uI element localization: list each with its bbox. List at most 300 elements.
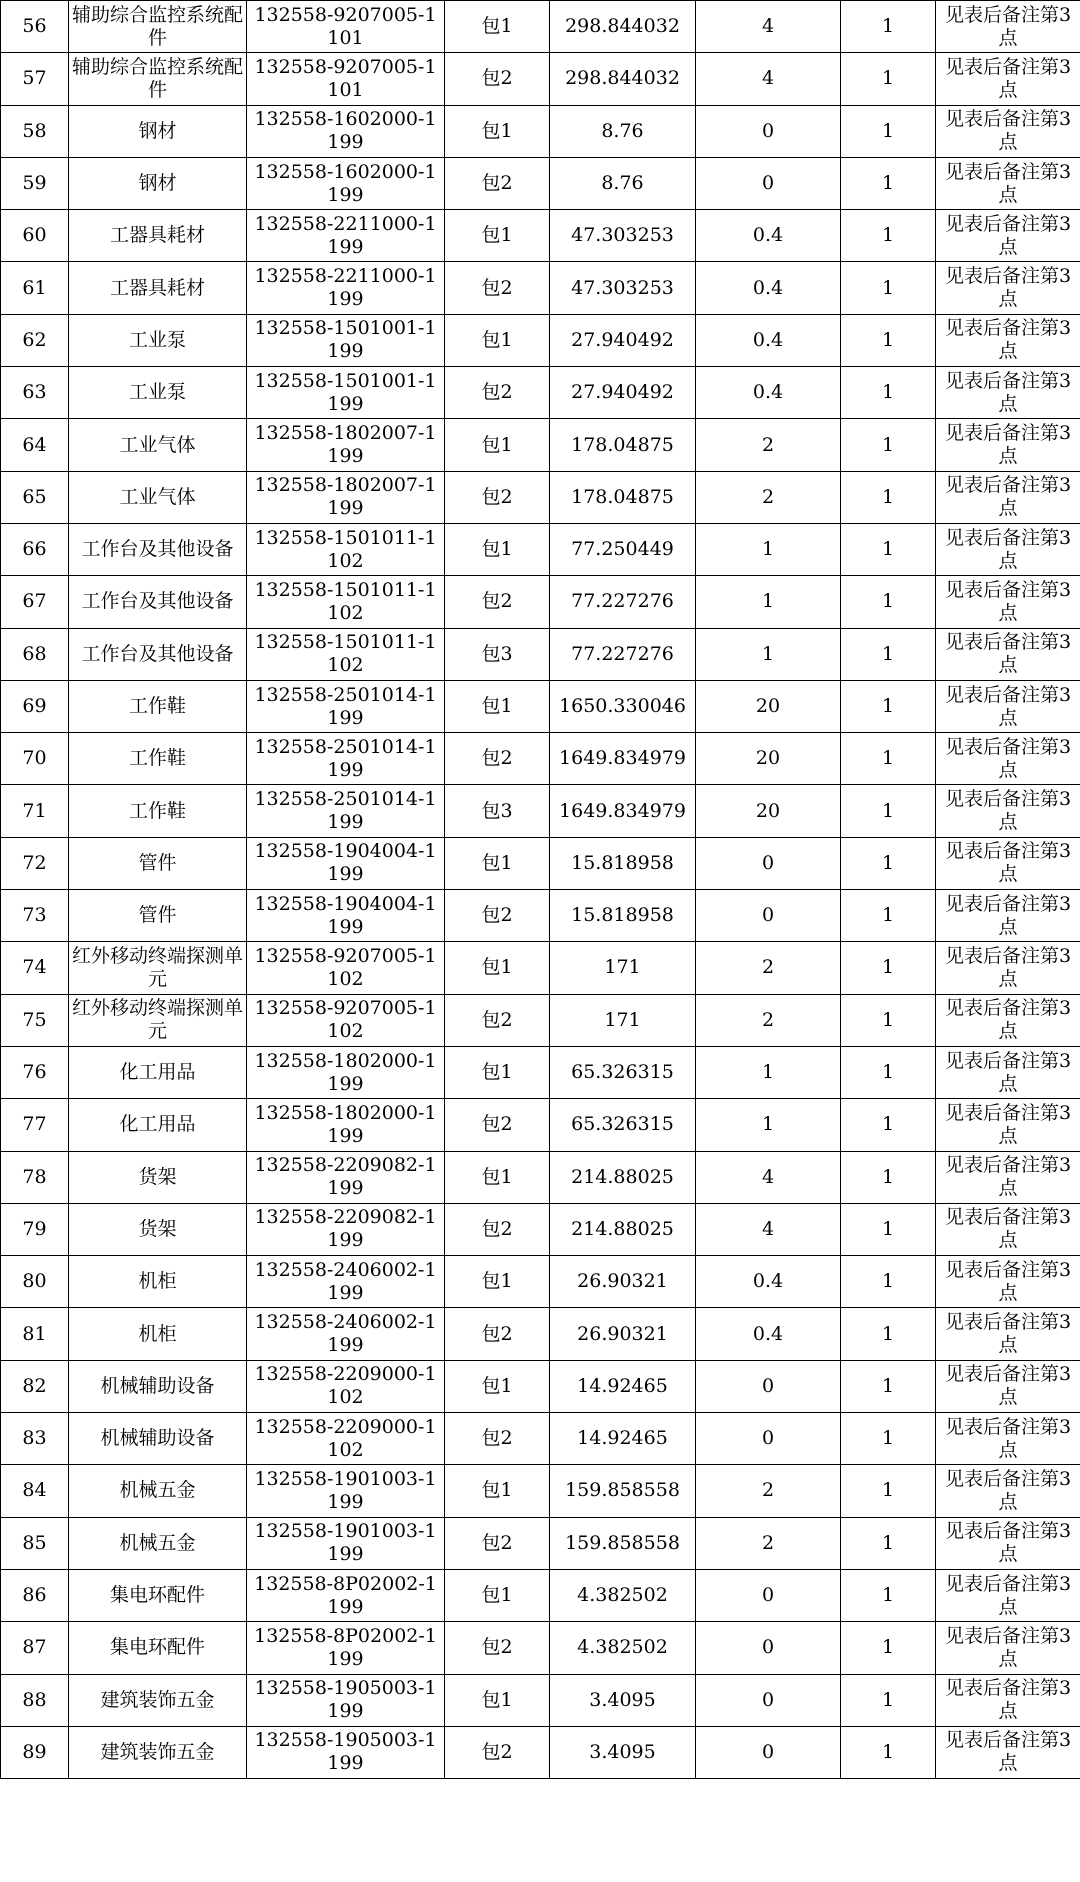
amount-cell: 27.940492 (550, 367, 696, 419)
package-cell: 包2 (445, 1517, 550, 1569)
item-name-cell: 工器具耗材 (69, 262, 247, 314)
row-number-cell: 58 (1, 105, 69, 157)
amount-cell: 1650.330046 (550, 680, 696, 732)
row-number-cell: 75 (1, 994, 69, 1046)
note-cell: 见表后备注第3点 (936, 1517, 1080, 1569)
count-cell: 1 (841, 1726, 936, 1778)
ratio-cell: 20 (696, 785, 841, 837)
package-cell: 包1 (445, 1674, 550, 1726)
item-name-cell: 集电环配件 (69, 1622, 247, 1674)
amount-cell: 4.382502 (550, 1569, 696, 1621)
count-cell: 1 (841, 1046, 936, 1098)
row-number-cell: 70 (1, 733, 69, 785)
item-code-cell: 132558-1904004-1199 (247, 890, 445, 942)
item-name-cell: 管件 (69, 837, 247, 889)
count-cell: 1 (841, 157, 936, 209)
count-cell: 1 (841, 785, 936, 837)
count-cell: 1 (841, 1151, 936, 1203)
table-row (1, 471, 1080, 523)
item-name-cell: 工器具耗材 (69, 210, 247, 262)
amount-cell: 171 (550, 942, 696, 994)
amount-cell: 8.76 (550, 157, 696, 209)
note-cell: 见表后备注第3点 (936, 942, 1080, 994)
item-code-cell: 132558-2501014-1199 (247, 680, 445, 732)
row-number-cell: 68 (1, 628, 69, 680)
table-row (1, 53, 1080, 105)
count-cell: 1 (841, 890, 936, 942)
table-row (1, 733, 1080, 785)
ratio-cell: 0 (696, 1569, 841, 1621)
note-cell: 见表后备注第3点 (936, 1726, 1080, 1778)
note-cell: 见表后备注第3点 (936, 314, 1080, 366)
package-cell: 包2 (445, 53, 550, 105)
table-row (1, 1726, 1080, 1778)
item-name-cell: 红外移动终端探测单元 (69, 942, 247, 994)
item-name-cell: 工业气体 (69, 471, 247, 523)
ratio-cell: 0 (696, 837, 841, 889)
item-name-cell: 辅助综合监控系统配件 (69, 1, 247, 53)
table-row (1, 680, 1080, 732)
row-number-cell: 56 (1, 1, 69, 53)
count-cell: 1 (841, 419, 936, 471)
amount-cell: 3.4095 (550, 1726, 696, 1778)
note-cell: 见表后备注第3点 (936, 785, 1080, 837)
amount-cell: 77.250449 (550, 523, 696, 575)
table-row (1, 1517, 1080, 1569)
package-cell: 包2 (445, 733, 550, 785)
item-name-cell: 工业泵 (69, 367, 247, 419)
package-cell: 包1 (445, 523, 550, 575)
item-code-cell: 132558-1904004-1199 (247, 837, 445, 889)
item-code-cell: 132558-1901003-1199 (247, 1517, 445, 1569)
table-row (1, 367, 1080, 419)
table-row (1, 1622, 1080, 1674)
ratio-cell: 4 (696, 1151, 841, 1203)
amount-cell: 298.844032 (550, 53, 696, 105)
package-cell: 包2 (445, 367, 550, 419)
table-row (1, 1099, 1080, 1151)
ratio-cell: 4 (696, 1203, 841, 1255)
note-cell: 见表后备注第3点 (936, 157, 1080, 209)
count-cell: 1 (841, 942, 936, 994)
ratio-cell: 0.4 (696, 1256, 841, 1308)
item-code-cell: 132558-1501011-1102 (247, 628, 445, 680)
row-number-cell: 59 (1, 157, 69, 209)
item-code-cell: 132558-9207005-1101 (247, 1, 445, 53)
amount-cell: 27.940492 (550, 314, 696, 366)
amount-cell: 178.04875 (550, 419, 696, 471)
item-code-cell: 132558-1802000-1199 (247, 1099, 445, 1151)
item-code-cell: 132558-2209000-1102 (247, 1360, 445, 1412)
table-row (1, 1203, 1080, 1255)
row-number-cell: 77 (1, 1099, 69, 1151)
note-cell: 见表后备注第3点 (936, 994, 1080, 1046)
row-number-cell: 74 (1, 942, 69, 994)
item-code-cell: 132558-1602000-1199 (247, 105, 445, 157)
ratio-cell: 0 (696, 1726, 841, 1778)
row-number-cell: 83 (1, 1413, 69, 1465)
ratio-cell: 0 (696, 157, 841, 209)
ratio-cell: 2 (696, 994, 841, 1046)
package-cell: 包1 (445, 419, 550, 471)
row-number-cell: 67 (1, 576, 69, 628)
package-cell: 包2 (445, 471, 550, 523)
table-row (1, 157, 1080, 209)
row-number-cell: 64 (1, 419, 69, 471)
count-cell: 1 (841, 1360, 936, 1412)
row-number-cell: 73 (1, 890, 69, 942)
table-row (1, 1569, 1080, 1621)
ratio-cell: 2 (696, 1517, 841, 1569)
count-cell: 1 (841, 1099, 936, 1151)
row-number-cell: 85 (1, 1517, 69, 1569)
amount-cell: 14.92465 (550, 1413, 696, 1465)
item-code-cell: 132558-1501011-1102 (247, 523, 445, 575)
note-cell: 见表后备注第3点 (936, 262, 1080, 314)
item-name-cell: 工作鞋 (69, 785, 247, 837)
note-cell: 见表后备注第3点 (936, 1256, 1080, 1308)
item-code-cell: 132558-2209000-1102 (247, 1413, 445, 1465)
table-row (1, 1046, 1080, 1098)
table-row (1, 1674, 1080, 1726)
item-name-cell: 化工用品 (69, 1099, 247, 1151)
count-cell: 1 (841, 576, 936, 628)
item-code-cell: 132558-2211000-1199 (247, 210, 445, 262)
item-name-cell: 机械五金 (69, 1517, 247, 1569)
amount-cell: 159.858558 (550, 1465, 696, 1517)
table-row (1, 942, 1080, 994)
item-code-cell: 132558-8P02002-1199 (247, 1622, 445, 1674)
table-row (1, 785, 1080, 837)
table-row (1, 1360, 1080, 1412)
count-cell: 1 (841, 1674, 936, 1726)
item-code-cell: 132558-2501014-1199 (247, 733, 445, 785)
package-cell: 包1 (445, 1256, 550, 1308)
note-cell: 见表后备注第3点 (936, 1674, 1080, 1726)
item-name-cell: 建筑装饰五金 (69, 1726, 247, 1778)
item-name-cell: 工业气体 (69, 419, 247, 471)
row-number-cell: 62 (1, 314, 69, 366)
package-cell: 包2 (445, 157, 550, 209)
item-code-cell: 132558-8P02002-1199 (247, 1569, 445, 1621)
row-number-cell: 63 (1, 367, 69, 419)
amount-cell: 8.76 (550, 105, 696, 157)
ratio-cell: 4 (696, 1, 841, 53)
item-code-cell: 132558-1501001-1199 (247, 314, 445, 366)
table-row (1, 314, 1080, 366)
item-code-cell: 132558-2406002-1199 (247, 1308, 445, 1360)
item-name-cell: 红外移动终端探测单元 (69, 994, 247, 1046)
package-cell: 包1 (445, 105, 550, 157)
note-cell: 见表后备注第3点 (936, 837, 1080, 889)
count-cell: 1 (841, 1569, 936, 1621)
row-number-cell: 89 (1, 1726, 69, 1778)
count-cell: 1 (841, 262, 936, 314)
item-code-cell: 132558-1802007-1199 (247, 471, 445, 523)
ratio-cell: 0.4 (696, 367, 841, 419)
package-cell: 包1 (445, 837, 550, 889)
count-cell: 1 (841, 105, 936, 157)
ratio-cell: 20 (696, 733, 841, 785)
note-cell: 见表后备注第3点 (936, 419, 1080, 471)
package-cell: 包2 (445, 576, 550, 628)
package-cell: 包1 (445, 210, 550, 262)
table-row (1, 210, 1080, 262)
amount-cell: 15.818958 (550, 890, 696, 942)
table-row (1, 994, 1080, 1046)
item-code-cell: 132558-1901003-1199 (247, 1465, 445, 1517)
note-cell: 见表后备注第3点 (936, 890, 1080, 942)
amount-cell: 65.326315 (550, 1099, 696, 1151)
ratio-cell: 1 (696, 523, 841, 575)
item-name-cell: 钢材 (69, 105, 247, 157)
item-code-cell: 132558-9207005-1102 (247, 994, 445, 1046)
table-row (1, 1413, 1080, 1465)
ratio-cell: 2 (696, 942, 841, 994)
row-number-cell: 84 (1, 1465, 69, 1517)
note-cell: 见表后备注第3点 (936, 53, 1080, 105)
row-number-cell: 78 (1, 1151, 69, 1203)
item-name-cell: 机械辅助设备 (69, 1360, 247, 1412)
table-row (1, 1, 1080, 53)
note-cell: 见表后备注第3点 (936, 471, 1080, 523)
note-cell: 见表后备注第3点 (936, 1151, 1080, 1203)
table-row (1, 1465, 1080, 1517)
ratio-cell: 0.4 (696, 210, 841, 262)
table-row (1, 105, 1080, 157)
item-code-cell: 132558-2501014-1199 (247, 785, 445, 837)
count-cell: 1 (841, 367, 936, 419)
item-name-cell: 工作鞋 (69, 680, 247, 732)
table-row (1, 1308, 1080, 1360)
count-cell: 1 (841, 523, 936, 575)
item-code-cell: 132558-9207005-1101 (247, 53, 445, 105)
amount-cell: 26.90321 (550, 1308, 696, 1360)
amount-cell: 214.88025 (550, 1203, 696, 1255)
table-row (1, 890, 1080, 942)
amount-cell: 14.92465 (550, 1360, 696, 1412)
item-code-cell: 132558-1501001-1199 (247, 367, 445, 419)
item-name-cell: 工作台及其他设备 (69, 576, 247, 628)
note-cell: 见表后备注第3点 (936, 733, 1080, 785)
amount-cell: 178.04875 (550, 471, 696, 523)
count-cell: 1 (841, 1465, 936, 1517)
item-code-cell: 132558-1802000-1199 (247, 1046, 445, 1098)
package-cell: 包2 (445, 1099, 550, 1151)
package-cell: 包1 (445, 680, 550, 732)
table-row (1, 628, 1080, 680)
item-code-cell: 132558-2211000-1199 (247, 262, 445, 314)
count-cell: 1 (841, 314, 936, 366)
package-cell: 包1 (445, 1569, 550, 1621)
row-number-cell: 72 (1, 837, 69, 889)
count-cell: 1 (841, 210, 936, 262)
amount-cell: 77.227276 (550, 628, 696, 680)
note-cell: 见表后备注第3点 (936, 628, 1080, 680)
note-cell: 见表后备注第3点 (936, 1, 1080, 53)
amount-cell: 3.4095 (550, 1674, 696, 1726)
amount-cell: 4.382502 (550, 1622, 696, 1674)
note-cell: 见表后备注第3点 (936, 1465, 1080, 1517)
item-name-cell: 化工用品 (69, 1046, 247, 1098)
ratio-cell: 1 (696, 576, 841, 628)
item-name-cell: 机械五金 (69, 1465, 247, 1517)
ratio-cell: 0 (696, 890, 841, 942)
package-cell: 包1 (445, 1360, 550, 1412)
note-cell: 见表后备注第3点 (936, 1308, 1080, 1360)
row-number-cell: 87 (1, 1622, 69, 1674)
package-cell: 包1 (445, 1151, 550, 1203)
row-number-cell: 86 (1, 1569, 69, 1621)
note-cell: 见表后备注第3点 (936, 1360, 1080, 1412)
item-code-cell: 132558-2209082-1199 (247, 1151, 445, 1203)
note-cell: 见表后备注第3点 (936, 1203, 1080, 1255)
count-cell: 1 (841, 1517, 936, 1569)
count-cell: 1 (841, 1622, 936, 1674)
row-number-cell: 80 (1, 1256, 69, 1308)
item-name-cell: 货架 (69, 1203, 247, 1255)
item-code-cell: 132558-2406002-1199 (247, 1256, 445, 1308)
package-cell: 包2 (445, 994, 550, 1046)
table-row (1, 576, 1080, 628)
ratio-cell: 1 (696, 1046, 841, 1098)
note-cell: 见表后备注第3点 (936, 105, 1080, 157)
item-name-cell: 货架 (69, 1151, 247, 1203)
table-row (1, 523, 1080, 575)
ratio-cell: 0 (696, 105, 841, 157)
table-row (1, 1151, 1080, 1203)
note-cell: 见表后备注第3点 (936, 680, 1080, 732)
amount-cell: 47.303253 (550, 262, 696, 314)
package-cell: 包1 (445, 1046, 550, 1098)
row-number-cell: 65 (1, 471, 69, 523)
row-number-cell: 61 (1, 262, 69, 314)
item-name-cell: 辅助综合监控系统配件 (69, 53, 247, 105)
amount-cell: 77.227276 (550, 576, 696, 628)
item-code-cell: 132558-1905003-1199 (247, 1674, 445, 1726)
ratio-cell: 1 (696, 628, 841, 680)
package-cell: 包1 (445, 1465, 550, 1517)
note-cell: 见表后备注第3点 (936, 1413, 1080, 1465)
package-cell: 包2 (445, 1308, 550, 1360)
ratio-cell: 0 (696, 1413, 841, 1465)
row-number-cell: 66 (1, 523, 69, 575)
item-name-cell: 工作台及其他设备 (69, 628, 247, 680)
note-cell: 见表后备注第3点 (936, 210, 1080, 262)
row-number-cell: 79 (1, 1203, 69, 1255)
ratio-cell: 0.4 (696, 1308, 841, 1360)
count-cell: 1 (841, 837, 936, 889)
item-code-cell: 132558-1802007-1199 (247, 419, 445, 471)
package-cell: 包2 (445, 1726, 550, 1778)
amount-cell: 26.90321 (550, 1256, 696, 1308)
package-cell: 包3 (445, 628, 550, 680)
package-cell: 包2 (445, 1413, 550, 1465)
item-name-cell: 钢材 (69, 157, 247, 209)
ratio-cell: 0 (696, 1674, 841, 1726)
package-cell: 包2 (445, 1622, 550, 1674)
ratio-cell: 0.4 (696, 314, 841, 366)
row-number-cell: 60 (1, 210, 69, 262)
count-cell: 1 (841, 994, 936, 1046)
amount-cell: 171 (550, 994, 696, 1046)
amount-cell: 214.88025 (550, 1151, 696, 1203)
amount-cell: 159.858558 (550, 1517, 696, 1569)
table-body (1, 1, 1080, 1779)
item-name-cell: 机柜 (69, 1256, 247, 1308)
note-cell: 见表后备注第3点 (936, 1046, 1080, 1098)
ratio-cell: 2 (696, 1465, 841, 1517)
item-name-cell: 机柜 (69, 1308, 247, 1360)
package-cell: 包2 (445, 1203, 550, 1255)
note-cell: 见表后备注第3点 (936, 1622, 1080, 1674)
item-name-cell: 集电环配件 (69, 1569, 247, 1621)
item-code-cell: 132558-1602000-1199 (247, 157, 445, 209)
count-cell: 1 (841, 680, 936, 732)
note-cell: 见表后备注第3点 (936, 367, 1080, 419)
item-code-cell: 132558-9207005-1102 (247, 942, 445, 994)
count-cell: 1 (841, 1203, 936, 1255)
package-cell: 包1 (445, 1, 550, 53)
item-name-cell: 工作台及其他设备 (69, 523, 247, 575)
row-number-cell: 81 (1, 1308, 69, 1360)
amount-cell: 15.818958 (550, 837, 696, 889)
row-number-cell: 57 (1, 53, 69, 105)
row-number-cell: 82 (1, 1360, 69, 1412)
ratio-cell: 0.4 (696, 262, 841, 314)
ratio-cell: 4 (696, 53, 841, 105)
table-row (1, 1256, 1080, 1308)
amount-cell: 298.844032 (550, 1, 696, 53)
package-cell: 包2 (445, 262, 550, 314)
amount-cell: 1649.834979 (550, 785, 696, 837)
item-code-cell: 132558-2209082-1199 (247, 1203, 445, 1255)
item-name-cell: 管件 (69, 890, 247, 942)
count-cell: 1 (841, 628, 936, 680)
ratio-cell: 20 (696, 680, 841, 732)
item-code-cell: 132558-1905003-1199 (247, 1726, 445, 1778)
ratio-cell: 0 (696, 1622, 841, 1674)
ratio-cell: 1 (696, 1099, 841, 1151)
row-number-cell: 76 (1, 1046, 69, 1098)
note-cell: 见表后备注第3点 (936, 1569, 1080, 1621)
count-cell: 1 (841, 471, 936, 523)
amount-cell: 47.303253 (550, 210, 696, 262)
package-cell: 包1 (445, 942, 550, 994)
item-name-cell: 工作鞋 (69, 733, 247, 785)
table-row (1, 837, 1080, 889)
note-cell: 见表后备注第3点 (936, 1099, 1080, 1151)
package-cell: 包3 (445, 785, 550, 837)
package-cell: 包2 (445, 890, 550, 942)
ratio-cell: 0 (696, 1360, 841, 1412)
count-cell: 1 (841, 53, 936, 105)
ratio-cell: 2 (696, 471, 841, 523)
amount-cell: 1649.834979 (550, 733, 696, 785)
ratio-cell: 2 (696, 419, 841, 471)
note-cell: 见表后备注第3点 (936, 576, 1080, 628)
count-cell: 1 (841, 1, 936, 53)
note-cell: 见表后备注第3点 (936, 523, 1080, 575)
count-cell: 1 (841, 1413, 936, 1465)
item-name-cell: 建筑装饰五金 (69, 1674, 247, 1726)
row-number-cell: 88 (1, 1674, 69, 1726)
row-number-cell: 71 (1, 785, 69, 837)
table-row (1, 262, 1080, 314)
item-name-cell: 机械辅助设备 (69, 1413, 247, 1465)
package-cell: 包1 (445, 314, 550, 366)
count-cell: 1 (841, 733, 936, 785)
